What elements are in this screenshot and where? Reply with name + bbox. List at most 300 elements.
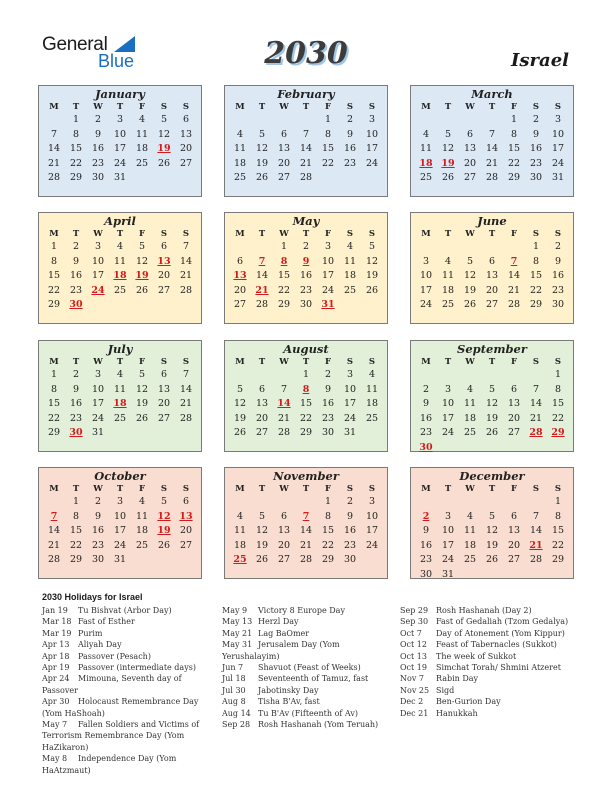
- holiday-entry: [42, 662, 214, 673]
- month-august: [224, 340, 388, 452]
- holiday-day-cell: 19: [157, 143, 171, 155]
- weekday-header: T: [488, 229, 496, 239]
- day-cell: 23: [69, 412, 83, 424]
- weekday-header: F: [510, 357, 518, 367]
- day-cell: 17: [113, 525, 127, 537]
- holiday-name: Rabin Day: [436, 674, 479, 684]
- day-cell: 26: [135, 412, 149, 424]
- day-cell: 27: [179, 539, 193, 551]
- holiday-day-cell: 7: [302, 510, 310, 522]
- day-cell: 1: [554, 496, 562, 507]
- month-day-grid: [229, 356, 383, 441]
- day-cell: 20: [277, 157, 291, 169]
- month-may: [224, 212, 388, 324]
- day-cell: 17: [365, 525, 379, 537]
- day-cell: 16: [343, 143, 357, 155]
- empty-day-cell: [251, 240, 273, 255]
- weekday-header: S: [160, 484, 168, 494]
- holiday-name: Feast of Tabernacles (Sukkot): [436, 640, 557, 650]
- day-cell: 2: [72, 241, 80, 252]
- day-cell: 7: [280, 383, 288, 395]
- holiday-date: Mar 18: [42, 617, 72, 627]
- day-cell: 9: [72, 255, 80, 267]
- day-cell: 18: [233, 157, 247, 169]
- day-cell: 10: [321, 255, 335, 267]
- weekday-header: F: [324, 484, 332, 494]
- day-cell: 8: [554, 510, 562, 522]
- empty-day-cell: [459, 368, 481, 383]
- holiday-day-cell: 9: [302, 255, 310, 267]
- day-cell: 15: [529, 270, 543, 282]
- day-cell: 18: [463, 412, 477, 424]
- month-title: January: [95, 87, 145, 101]
- weekday-header: S: [532, 229, 540, 239]
- holiday-day-cell: 25: [233, 554, 247, 566]
- day-cell: 24: [113, 539, 127, 551]
- day-cell: 9: [422, 525, 430, 537]
- holiday-name: Seventeenth of Tamuz, fast: [258, 674, 369, 684]
- day-cell: 13: [485, 270, 499, 282]
- day-cell: 23: [529, 157, 543, 169]
- day-cell: 27: [463, 172, 477, 184]
- day-cell: 28: [255, 299, 269, 311]
- day-cell: 12: [485, 525, 499, 537]
- weekday-header: S: [160, 102, 168, 112]
- weekday-header: S: [532, 357, 540, 367]
- holiday-date: Sep 30: [400, 617, 429, 627]
- day-cell: 6: [280, 128, 288, 140]
- day-cell: 31: [113, 172, 127, 184]
- weekday-header: T: [258, 484, 266, 494]
- holiday-entry: [42, 673, 214, 696]
- day-cell: 10: [551, 128, 565, 140]
- day-cell: 7: [488, 128, 496, 140]
- day-cell: 8: [532, 255, 540, 267]
- weekday-header: M: [235, 357, 245, 367]
- day-cell: 24: [419, 299, 433, 311]
- day-cell: 4: [236, 510, 244, 522]
- weekday-header: S: [554, 357, 562, 367]
- day-cell: 18: [233, 539, 247, 551]
- day-cell: 5: [138, 369, 146, 380]
- day-cell: 1: [72, 496, 80, 507]
- day-cell: 3: [346, 369, 354, 380]
- weekday-header: M: [421, 102, 431, 112]
- holiday-day-cell: 30: [69, 299, 83, 311]
- day-cell: 26: [485, 554, 499, 566]
- weekday-header: S: [346, 484, 354, 494]
- day-cell: 26: [255, 172, 269, 184]
- holiday-name: Aliyah Day: [78, 640, 122, 650]
- day-cell: 29: [529, 299, 543, 311]
- month-title: September: [457, 342, 527, 356]
- holiday-day-cell: 19: [157, 525, 171, 537]
- day-cell: 27: [507, 554, 521, 566]
- day-cell: 2: [94, 496, 102, 507]
- day-cell: 8: [50, 255, 58, 267]
- holiday-entry: [222, 719, 394, 730]
- day-cell: 16: [321, 398, 335, 410]
- day-cell: 23: [91, 539, 105, 551]
- holiday-day-cell: 13: [233, 270, 247, 282]
- day-cell: 3: [116, 496, 124, 507]
- day-cell: 5: [368, 241, 376, 252]
- month-title: February: [277, 87, 335, 101]
- day-cell: 18: [343, 270, 357, 282]
- day-cell: 12: [255, 143, 269, 155]
- day-cell: 2: [346, 114, 354, 125]
- day-cell: 28: [179, 284, 193, 296]
- holiday-entry: [400, 616, 570, 627]
- holiday-date: Apr 30: [42, 697, 70, 707]
- month-day-grid: [415, 356, 569, 456]
- day-cell: 10: [343, 383, 357, 395]
- day-cell: 30: [91, 172, 105, 184]
- day-cell: 14: [507, 270, 521, 282]
- month-title: November: [273, 469, 339, 483]
- day-cell: 15: [69, 525, 83, 537]
- day-cell: 2: [72, 369, 80, 380]
- empty-day-cell: [43, 495, 65, 510]
- day-cell: 5: [236, 383, 244, 395]
- day-cell: 3: [554, 114, 562, 125]
- weekday-header: S: [160, 229, 168, 239]
- holiday-entry: [400, 696, 570, 707]
- month-day-grid: [43, 483, 197, 568]
- month-december: [410, 467, 574, 579]
- day-cell: 22: [69, 539, 83, 551]
- day-cell: 16: [529, 143, 543, 155]
- month-january: [38, 85, 202, 197]
- weekday-header: T: [444, 102, 452, 112]
- holiday-date: May 7: [42, 720, 68, 730]
- day-cell: 6: [488, 255, 496, 267]
- day-cell: 11: [135, 128, 149, 140]
- holiday-day-cell: 21: [529, 539, 543, 551]
- month-title: December: [459, 469, 525, 483]
- day-cell: 19: [255, 157, 269, 169]
- day-cell: 29: [551, 554, 565, 566]
- holiday-name: Passover (intermediate days): [78, 663, 196, 673]
- day-cell: 14: [47, 143, 61, 155]
- day-cell: 30: [299, 299, 313, 311]
- day-cell: 14: [529, 525, 543, 537]
- holiday-date: Apr 18: [42, 651, 70, 661]
- day-cell: 12: [135, 383, 149, 395]
- weekday-header: S: [554, 229, 562, 239]
- weekday-header: F: [324, 102, 332, 112]
- day-cell: 27: [233, 299, 247, 311]
- day-cell: 23: [299, 284, 313, 296]
- holiday-day-cell: 18: [113, 270, 127, 282]
- holiday-entry: [400, 639, 570, 650]
- day-cell: 11: [419, 143, 433, 155]
- day-cell: 25: [463, 427, 477, 439]
- day-cell: 27: [157, 412, 171, 424]
- day-cell: 22: [507, 157, 521, 169]
- day-cell: 11: [365, 383, 379, 395]
- weekday-header: F: [138, 102, 146, 112]
- day-cell: 22: [321, 157, 335, 169]
- day-cell: 21: [507, 284, 521, 296]
- month-day-grid: [229, 228, 383, 313]
- day-cell: 1: [72, 114, 80, 125]
- weekday-header: T: [488, 357, 496, 367]
- day-cell: 22: [277, 284, 291, 296]
- holiday-name: Purim: [78, 628, 103, 638]
- day-cell: 1: [302, 369, 310, 380]
- day-cell: 13: [277, 143, 291, 155]
- day-cell: 16: [299, 270, 313, 282]
- day-cell: 20: [179, 143, 193, 155]
- weekday-header: M: [49, 484, 59, 494]
- day-cell: 30: [551, 299, 565, 311]
- weekday-header: S: [182, 357, 190, 367]
- weekday-header: M: [49, 229, 59, 239]
- holiday-entry: [42, 696, 214, 719]
- day-cell: 26: [365, 284, 379, 296]
- holiday-name: Mimouna, Seventh day of Passover: [42, 674, 182, 695]
- holiday-day-cell: 30: [419, 441, 433, 453]
- holiday-name: Fast of Gedaliah (Tzom Gedalya): [436, 617, 569, 627]
- empty-day-cell: [503, 368, 525, 383]
- weekday-header: F: [324, 357, 332, 367]
- empty-day-cell: [273, 113, 295, 128]
- day-cell: 6: [182, 114, 190, 125]
- weekday-header: F: [138, 484, 146, 494]
- holiday-day-cell: 13: [179, 510, 193, 522]
- day-cell: 28: [299, 172, 313, 184]
- empty-day-cell: [251, 368, 273, 383]
- holiday-name: Tu B'Av (Fifteenth of Av): [258, 708, 358, 718]
- day-cell: 7: [182, 369, 190, 380]
- holiday-entry: [222, 708, 394, 719]
- day-cell: 14: [529, 398, 543, 410]
- day-cell: 7: [50, 128, 58, 140]
- empty-day-cell: [415, 368, 437, 383]
- day-cell: 9: [94, 510, 102, 522]
- empty-day-cell: [459, 113, 481, 128]
- holiday-entry: [400, 708, 570, 719]
- holiday-name: Rosh Hashanah (Yom Teruah): [258, 720, 379, 730]
- day-cell: 28: [485, 172, 499, 184]
- month-june: [410, 212, 574, 324]
- empty-day-cell: [229, 495, 251, 510]
- day-cell: 6: [510, 383, 518, 395]
- holiday-entry: [400, 685, 570, 696]
- day-cell: 21: [179, 270, 193, 282]
- empty-day-cell: [503, 240, 525, 255]
- month-title: August: [283, 342, 329, 356]
- day-cell: 10: [113, 128, 127, 140]
- weekday-header: T: [258, 357, 266, 367]
- holiday-day-cell: 21: [255, 284, 269, 296]
- empty-day-cell: [481, 495, 503, 510]
- empty-day-cell: [503, 495, 525, 510]
- holiday-name: The week of Sukkot: [436, 651, 517, 661]
- empty-day-cell: [273, 368, 295, 383]
- holiday-entry: [400, 673, 570, 684]
- day-cell: 5: [488, 383, 496, 395]
- day-cell: 15: [507, 143, 521, 155]
- empty-day-cell: [295, 495, 317, 510]
- day-cell: 23: [419, 427, 433, 439]
- month-november: [224, 467, 388, 579]
- holiday-entry: [222, 696, 394, 707]
- weekday-header: F: [510, 484, 518, 494]
- weekday-header: W: [93, 357, 103, 367]
- weekday-header: M: [421, 484, 431, 494]
- day-cell: 10: [113, 510, 127, 522]
- day-cell: 13: [277, 525, 291, 537]
- holiday-day-cell: 30: [69, 427, 83, 439]
- day-cell: 5: [160, 114, 168, 125]
- day-cell: 8: [554, 383, 562, 395]
- holiday-day-cell: 18: [113, 398, 127, 410]
- day-cell: 15: [47, 270, 61, 282]
- holiday-date: Jul 18: [222, 674, 246, 684]
- month-day-grid: [229, 483, 383, 568]
- weekday-header: T: [302, 484, 310, 494]
- day-cell: 28: [47, 172, 61, 184]
- day-cell: 5: [466, 255, 474, 267]
- empty-day-cell: [437, 240, 459, 255]
- holiday-entry: [400, 662, 570, 673]
- weekday-header: T: [302, 229, 310, 239]
- day-cell: 21: [299, 157, 313, 169]
- day-cell: 15: [551, 398, 565, 410]
- day-cell: 3: [368, 496, 376, 507]
- day-cell: 17: [551, 143, 565, 155]
- day-cell: 27: [255, 427, 269, 439]
- holiday-day-cell: 8: [302, 383, 310, 395]
- month-day-grid: [229, 101, 383, 186]
- empty-day-cell: [251, 113, 273, 128]
- day-cell: 2: [346, 496, 354, 507]
- holiday-day-cell: 31: [321, 299, 335, 311]
- empty-day-cell: [43, 113, 65, 128]
- day-cell: 26: [441, 172, 455, 184]
- holiday-date: Dec 21: [400, 708, 429, 718]
- empty-day-cell: [415, 240, 437, 255]
- month-day-grid: [43, 356, 197, 441]
- holiday-day-cell: 29: [551, 427, 565, 439]
- holiday-entry: [222, 639, 394, 662]
- holiday-name: Jabotinsky Day: [258, 685, 319, 695]
- weekday-header: T: [444, 484, 452, 494]
- day-cell: 28: [47, 554, 61, 566]
- day-cell: 9: [532, 128, 540, 140]
- holiday-name: Shavuot (Feast of Weeks): [258, 663, 361, 673]
- holiday-name: Ben-Gurion Day: [436, 697, 501, 707]
- weekday-header: S: [346, 102, 354, 112]
- holiday-date: Mar 19: [42, 628, 72, 638]
- day-cell: 30: [343, 554, 357, 566]
- day-cell: 22: [529, 284, 543, 296]
- holiday-entry: [42, 651, 214, 662]
- day-cell: 24: [441, 427, 455, 439]
- holiday-name: Tisha B'Av, fast: [258, 697, 320, 707]
- day-cell: 4: [116, 241, 124, 252]
- day-cell: 24: [365, 157, 379, 169]
- holiday-day-cell: 19: [441, 157, 455, 169]
- day-cell: 3: [94, 369, 102, 380]
- day-cell: 13: [507, 525, 521, 537]
- weekday-header: T: [258, 229, 266, 239]
- holidays-title: 2030 Holidays for Israel: [42, 592, 143, 602]
- day-cell: 16: [69, 398, 83, 410]
- day-cell: 18: [365, 398, 379, 410]
- day-cell: 3: [116, 114, 124, 125]
- weekday-header: W: [279, 484, 289, 494]
- day-cell: 9: [422, 398, 430, 410]
- day-cell: 6: [182, 496, 190, 507]
- day-cell: 6: [258, 383, 266, 395]
- day-cell: 25: [113, 284, 127, 296]
- holiday-day-cell: 14: [277, 398, 291, 410]
- day-cell: 1: [510, 114, 518, 125]
- day-cell: 15: [299, 398, 313, 410]
- weekday-header: W: [279, 357, 289, 367]
- day-cell: 23: [321, 412, 335, 424]
- weekday-header: S: [554, 102, 562, 112]
- day-cell: 10: [365, 510, 379, 522]
- day-cell: 21: [299, 539, 313, 551]
- day-cell: 14: [47, 525, 61, 537]
- holiday-day-cell: 28: [529, 427, 543, 439]
- day-cell: 2: [554, 241, 562, 252]
- day-cell: 15: [277, 270, 291, 282]
- month-day-grid: [415, 228, 569, 313]
- day-cell: 5: [138, 241, 146, 252]
- day-cell: 23: [343, 539, 357, 551]
- day-cell: 9: [346, 128, 354, 140]
- holiday-entry: [400, 651, 570, 662]
- holiday-date: Oct 12: [400, 640, 427, 650]
- month-day-grid: [415, 483, 569, 583]
- day-cell: 15: [47, 398, 61, 410]
- holiday-name: Herzl Day: [258, 617, 299, 627]
- month-title: April: [104, 214, 136, 228]
- day-cell: 3: [444, 510, 452, 522]
- holiday-entry: [42, 719, 214, 753]
- day-cell: 24: [321, 284, 335, 296]
- day-cell: 30: [321, 427, 335, 439]
- month-title: October: [94, 469, 146, 483]
- day-cell: 20: [255, 412, 269, 424]
- holiday-name: Victory 8 Europe Day: [258, 606, 345, 615]
- day-cell: 24: [91, 412, 105, 424]
- day-cell: 3: [94, 241, 102, 252]
- weekday-header: M: [421, 357, 431, 367]
- day-cell: 27: [485, 299, 499, 311]
- day-cell: 5: [444, 128, 452, 140]
- day-cell: 11: [113, 255, 127, 267]
- weekday-header: T: [72, 357, 80, 367]
- day-cell: 20: [507, 412, 521, 424]
- weekday-header: M: [49, 102, 59, 112]
- day-cell: 13: [463, 143, 477, 155]
- day-cell: 8: [50, 383, 58, 395]
- day-cell: 29: [277, 299, 291, 311]
- day-cell: 6: [160, 241, 168, 252]
- holiday-date: Apr 19: [42, 663, 70, 673]
- day-cell: 17: [91, 398, 105, 410]
- day-cell: 8: [324, 128, 332, 140]
- empty-day-cell: [251, 495, 273, 510]
- day-cell: 19: [135, 398, 149, 410]
- holiday-entry: [222, 673, 394, 684]
